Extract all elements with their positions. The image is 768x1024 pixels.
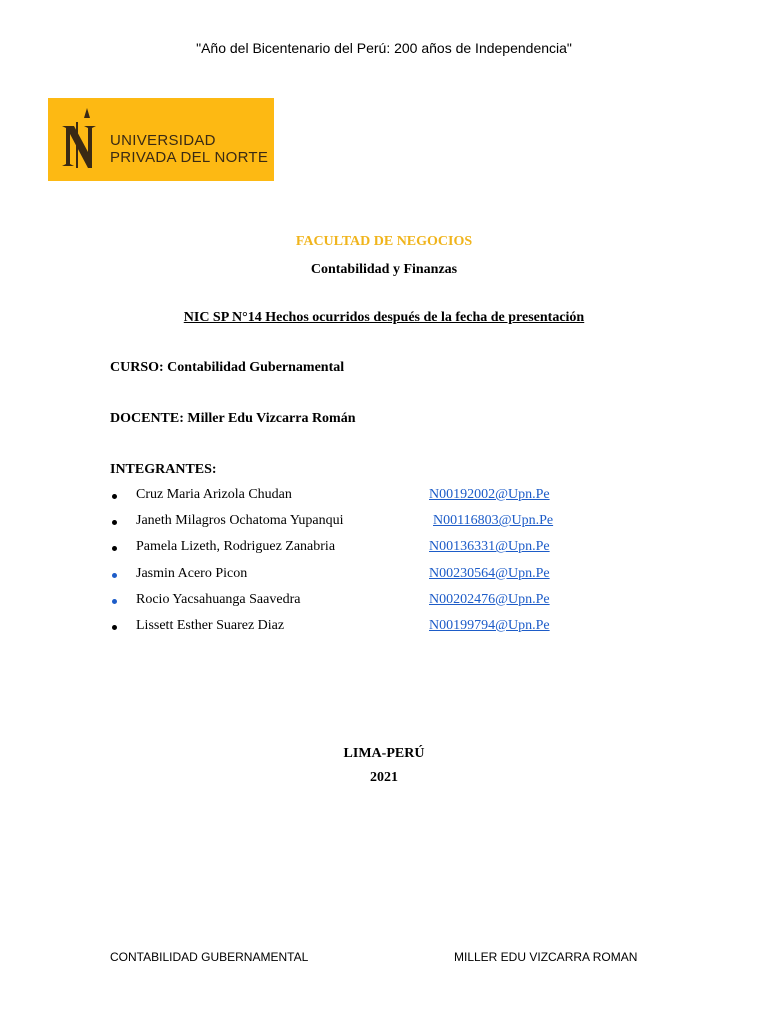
list-item — [0, 539, 768, 565]
list-item — [0, 618, 768, 644]
logo-line-2: PRIVADA DEL NORTE — [110, 149, 269, 166]
member-email-link[interactable]: N00116803@Upn.Pe — [433, 513, 554, 529]
bullet-icon — [112, 546, 117, 551]
year-line: 2021 — [370, 770, 398, 785]
member-name: Jasmin Acero Picon — [136, 565, 248, 581]
bullet-icon — [112, 573, 117, 578]
list-item — [0, 592, 768, 618]
member-email-link[interactable]: N00230564@Upn.Pe — [429, 565, 550, 581]
motto-header: "Año del Bicentenario del Perú: 200 años de Independencia" — [196, 40, 572, 56]
member-name: Janeth Milagros Ochatoma Yupanqui — [136, 513, 344, 529]
faculty-title: FACULTAD DE NEGOCIOS — [295, 234, 473, 249]
member-email-link[interactable]: N00136331@Upn.Pe — [429, 539, 550, 555]
career-title: Contabilidad y Finanzas — [310, 262, 458, 277]
logo-line-1: UNIVERSIDAD — [110, 132, 216, 149]
bullet-icon — [112, 494, 117, 499]
course-line: CURSO: Contabilidad Gubernamental — [110, 360, 345, 375]
list-item — [0, 566, 768, 592]
upn-logo-icon — [56, 104, 102, 174]
bullet-icon — [112, 625, 117, 630]
members-heading: INTEGRANTES: — [110, 462, 217, 477]
list-item — [0, 487, 768, 513]
footer-teacher: MILLER EDU VIZCARRA ROMAN — [454, 950, 638, 964]
bullet-icon — [112, 520, 117, 525]
bullet-icon — [112, 599, 117, 604]
document-topic: NIC SP N°14 Hechos ocurridos después de la fecha de presentación — [183, 310, 585, 325]
member-name: Lissett Esther Suarez Diaz — [136, 617, 285, 633]
member-name: Cruz Maria Arizola Chudan — [136, 487, 292, 502]
list-item — [0, 513, 768, 539]
member-name: Pamela Lizeth, Rodriguez Zanabria — [136, 539, 336, 555]
city-line: LIMA-PERÚ — [343, 746, 425, 761]
member-email-link[interactable]: N00192002@Upn.Pe — [429, 487, 550, 502]
logo-wordmark — [110, 132, 268, 166]
teacher-line: DOCENTE: Miller Edu Vizcarra Román — [110, 411, 356, 426]
university-logo — [48, 98, 274, 181]
members-list — [0, 487, 768, 644]
member-email-link[interactable]: N00202476@Upn.Pe — [429, 591, 550, 607]
footer-course: CONTABILIDAD GUBERNAMENTAL — [110, 950, 309, 964]
member-email-link[interactable]: N00199794@Upn.Pe — [429, 617, 550, 633]
member-name: Rocio Yacsahuanga Saavedra — [136, 591, 301, 607]
